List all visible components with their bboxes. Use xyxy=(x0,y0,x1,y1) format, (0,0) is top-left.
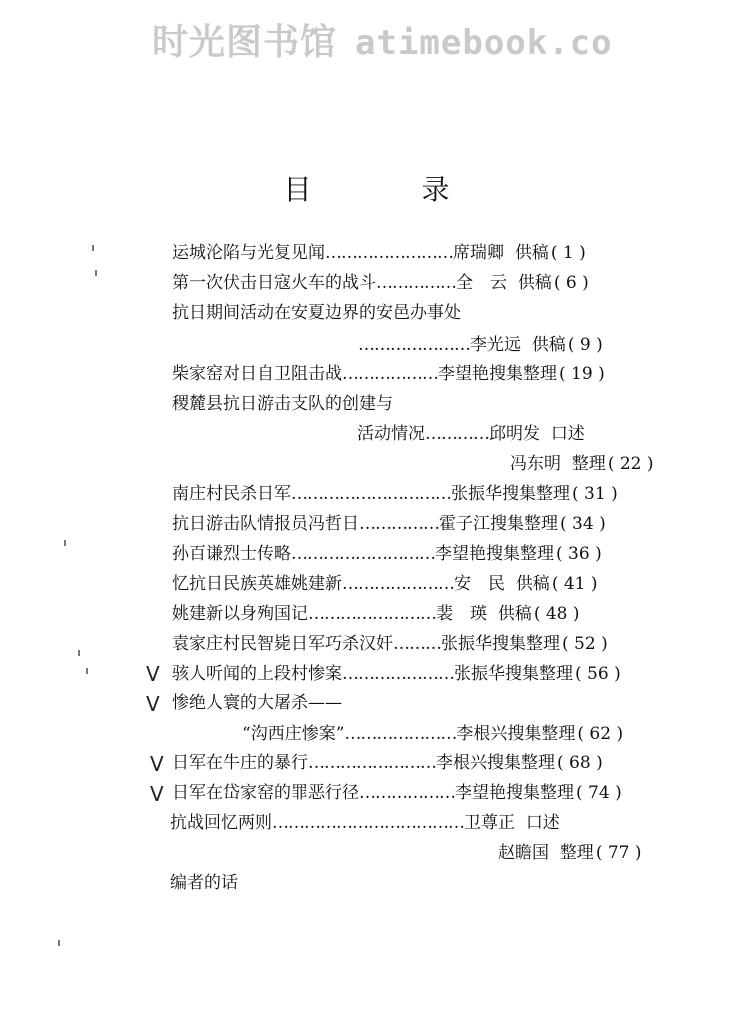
entry-page: ( 68 ) xyxy=(557,753,603,773)
toc-entry xyxy=(172,603,580,625)
scan-speck xyxy=(95,270,97,276)
entry-role: 供稿 xyxy=(514,243,549,263)
entry-author: 李光远 xyxy=(470,335,521,355)
leader-dots: ………………… xyxy=(344,724,457,744)
leader-dots: ………………… xyxy=(358,335,470,355)
check-mark: V xyxy=(146,662,160,686)
entry-author: 卫尊正 xyxy=(464,813,515,833)
entry-page: ( 77 ) xyxy=(595,843,642,863)
leader-dots: ……………… xyxy=(342,364,438,384)
watermark-url: atimebook.co xyxy=(355,23,613,63)
toc-entry-continuation xyxy=(358,334,603,356)
entry-role: 供稿 xyxy=(531,335,566,355)
entry-role: 整理 xyxy=(571,454,606,474)
entry-author: 张振华 xyxy=(451,484,502,504)
scan-speck xyxy=(86,668,88,674)
entry-title: 日军在牛庄的暴行 xyxy=(172,753,308,773)
entry-author: 赵瞻国 xyxy=(498,843,549,863)
entry-title: 惨绝人寰的大屠杀—— xyxy=(172,693,342,713)
scan-speck xyxy=(58,940,60,946)
scan-speck xyxy=(64,540,66,546)
entry-author: 全 云 xyxy=(456,273,507,293)
toc-entry xyxy=(172,752,603,774)
entry-title: 第一次伏击日寇火车的战斗 xyxy=(172,273,376,293)
entry-role: 口述 xyxy=(525,813,560,833)
entry-author: 席瑞卿 xyxy=(453,243,504,263)
toc-entry-continuation xyxy=(357,423,585,445)
leader-dots: ………… xyxy=(425,424,489,444)
entry-title: 柴家窑对日自卫阻击战 xyxy=(172,364,342,384)
entry-author: 安 民 xyxy=(454,574,505,594)
leader-dots: ………………… xyxy=(342,574,454,594)
check-mark: V xyxy=(150,752,164,776)
leader-dots: ……………………………… xyxy=(272,813,464,833)
toc-entry xyxy=(172,573,598,595)
entry-role: 搜集整理 xyxy=(507,724,576,744)
toc-entry xyxy=(172,242,586,264)
toc-entry xyxy=(172,543,602,565)
toc-entry xyxy=(172,513,606,535)
entry-title: “沟西庄惨案” xyxy=(242,724,345,744)
toc-entry xyxy=(170,872,238,894)
entry-page: ( 9 ) xyxy=(567,335,603,355)
entry-page: ( 34 ) xyxy=(560,514,606,534)
entry-author: 张振华 xyxy=(454,664,505,684)
check-mark: V xyxy=(150,782,164,806)
leader-dots: ……… xyxy=(393,634,441,654)
check-mark: V xyxy=(146,692,160,716)
entry-role: 搜集整理 xyxy=(492,634,560,654)
toc-entry xyxy=(172,663,621,685)
entry-role: 搜集整理 xyxy=(487,753,555,773)
leader-dots: …………………… xyxy=(325,243,453,263)
entry-title: 抗日期间活动在安夏边界的安邑办事处 xyxy=(172,303,461,323)
entry-author: 裴 瑛 xyxy=(436,604,487,624)
watermark-cn: 时光图书馆 xyxy=(152,22,338,63)
entry-author: 李根兴 xyxy=(436,753,487,773)
entry-page: ( 19 ) xyxy=(559,364,605,384)
entry-title: 南庄村民杀日军 xyxy=(172,484,291,504)
entry-page: ( 31 ) xyxy=(572,484,618,504)
entry-page: ( 56 ) xyxy=(575,664,621,684)
entry-page: ( 74 ) xyxy=(576,783,622,803)
entry-title: 姚建新以身殉国记 xyxy=(172,604,308,624)
toc-entry xyxy=(170,812,560,834)
entry-title: 抗战回忆两则 xyxy=(170,813,272,833)
entry-role: 搜集整理 xyxy=(490,514,558,534)
entry-author: 李望艳 xyxy=(438,364,489,384)
toc-entry xyxy=(172,272,589,294)
entry-role: 搜集整理 xyxy=(506,783,574,803)
entry-title: 抗日游击队情报员冯哲日 xyxy=(172,514,359,534)
toc-entry xyxy=(172,633,608,655)
entry-page: ( 52 ) xyxy=(562,634,608,654)
entry-page: ( 62 ) xyxy=(577,724,624,744)
entry-author: 霍子江 xyxy=(439,514,490,534)
leader-dots: …………………… xyxy=(308,753,436,773)
entry-author: 邱明发 xyxy=(489,424,540,444)
toc-entry xyxy=(172,782,622,804)
leader-dots: …………… xyxy=(359,514,439,534)
entry-role: 供稿 xyxy=(517,273,552,293)
leader-dots: …………… xyxy=(376,273,456,293)
entry-role: 供稿 xyxy=(515,574,550,594)
entry-role: 供稿 xyxy=(497,604,532,624)
entry-title: 日军在岱家窑的罪恶行径 xyxy=(172,783,359,803)
toc-entry-continuation xyxy=(498,842,642,864)
entry-author: 李根兴 xyxy=(456,724,508,744)
entry-role: 搜集整理 xyxy=(489,364,557,384)
entry-role: 搜集整理 xyxy=(505,664,573,684)
leader-dots: ……………………… xyxy=(291,544,435,564)
entry-role: 整理 xyxy=(559,843,594,863)
scan-speck xyxy=(92,245,94,251)
entry-title: 运城沦陷与光复见闻 xyxy=(172,243,325,263)
toc-entry-continuation xyxy=(510,453,654,475)
leader-dots: ……………… xyxy=(359,783,455,803)
entry-page: ( 1 ) xyxy=(550,243,586,263)
entry-author: 冯东明 xyxy=(510,454,561,474)
entry-page: ( 6 ) xyxy=(553,273,589,293)
toc-entry xyxy=(172,363,605,385)
entry-title: 骇人听闻的上段村惨案 xyxy=(172,664,342,684)
entry-role: 口述 xyxy=(550,424,585,444)
leader-dots: …………………… xyxy=(308,604,436,624)
entry-page: ( 36 ) xyxy=(556,544,602,564)
leader-dots: ………………… xyxy=(342,664,454,684)
toc-entry xyxy=(172,692,342,714)
scan-speck xyxy=(78,650,80,656)
entry-role: 搜集整理 xyxy=(486,544,554,564)
entry-author: 李望艳 xyxy=(435,544,486,564)
entry-author: 李望艳 xyxy=(455,783,506,803)
toc-entry-continuation xyxy=(242,723,623,745)
toc-entry xyxy=(172,393,393,415)
entry-page: ( 41 ) xyxy=(551,574,598,594)
toc-entry xyxy=(172,302,461,324)
entry-role: 搜集整理 xyxy=(502,484,570,504)
leader-dots: ………………………… xyxy=(291,484,451,504)
entry-title: 袁家庄村民智毙日军巧杀汉奸 xyxy=(172,634,393,654)
entry-title: 活动情况 xyxy=(357,424,425,444)
entry-title: 孙百谦烈士传略 xyxy=(172,544,291,564)
entry-title: 编者的话 xyxy=(170,873,238,893)
toc-entry xyxy=(172,483,618,505)
page-title: 目录 xyxy=(283,173,560,206)
entry-page: ( 48 ) xyxy=(533,604,580,624)
entry-title: 稷麓县抗日游击支队的创建与 xyxy=(172,394,393,414)
entry-title: 忆抗日民族英雄姚建新 xyxy=(172,574,342,594)
entry-author: 张振华 xyxy=(441,634,492,654)
entry-page: ( 22 ) xyxy=(607,454,654,474)
